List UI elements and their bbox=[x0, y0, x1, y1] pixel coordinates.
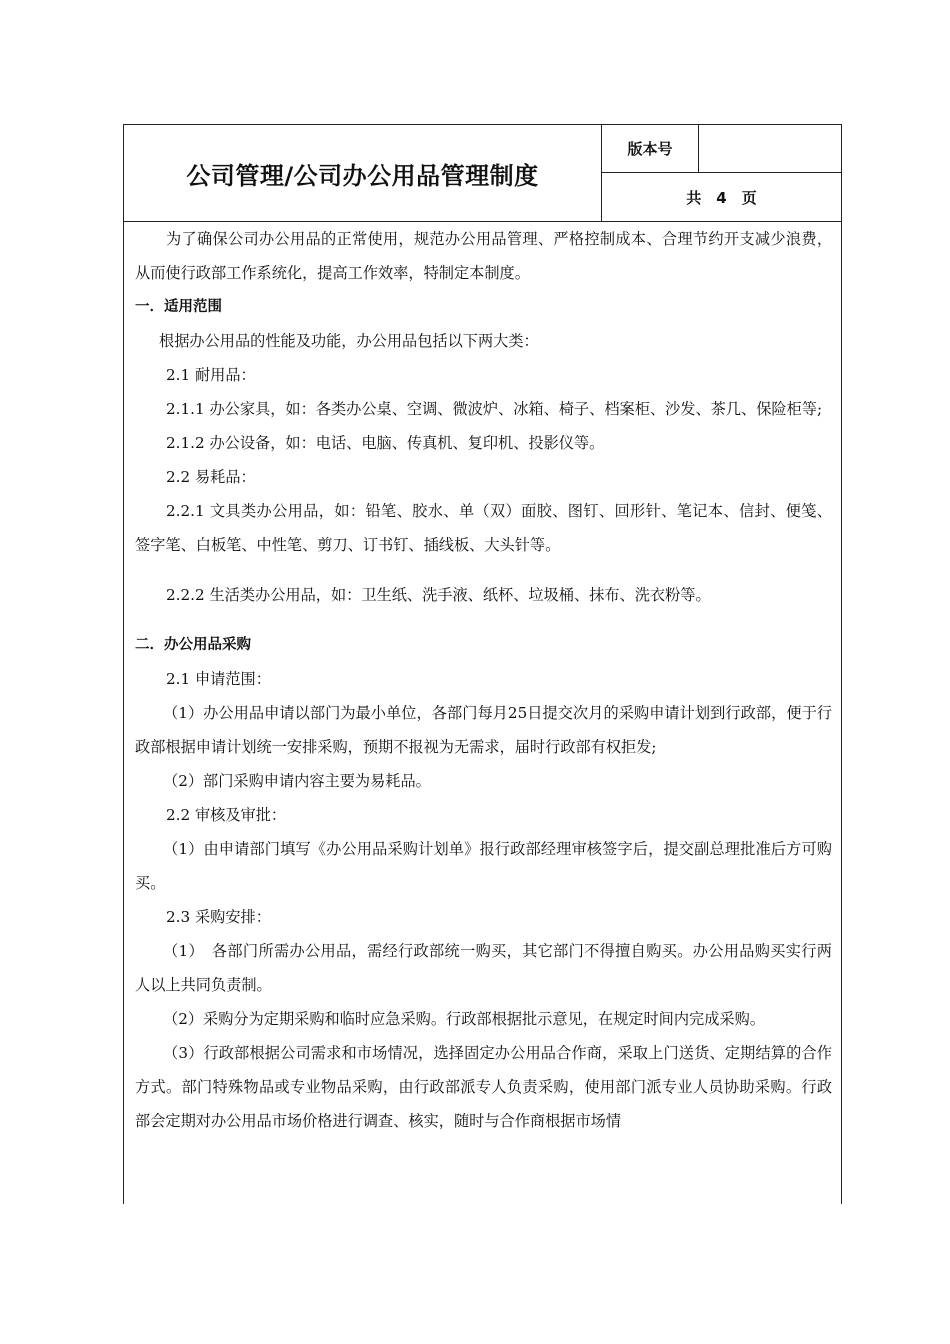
version-value bbox=[699, 125, 841, 172]
version-label: 版本号 bbox=[602, 125, 699, 172]
paragraph: （1）由申请部门填写《办公用品采购计划单》报行政部经理审核签字后，提交副总理批准后方可购买。 bbox=[135, 840, 832, 892]
meta-box bbox=[601, 125, 841, 221]
paragraph: 2.1 耐用品： bbox=[166, 366, 256, 384]
paragraph: （2）采购分为定期采购和临时应急采购。行政部根据批示意见，在规定时间内完成采购。 bbox=[163, 1010, 765, 1028]
section-heading-procurement: 二．办公用品采购 bbox=[135, 637, 251, 653]
document-header bbox=[124, 125, 841, 222]
paragraph: 2.2.1 文具类办公用品，如：铅笔、胶水、单（双）面胶、图钉、回形针、笔记本、信封、便笺、签字笔、白板笔、中性笔、剪刀、订书钉、插线板、大头针等。 bbox=[135, 502, 832, 554]
paragraph: 2.2 审核及审批： bbox=[166, 806, 287, 824]
paragraph: （3）行政部根据公司需求和市场情况，选择固定办公用品合作商，采取上门送货、定期结算的合作方式。部门特殊物品或专业物品采购，由行政部派专人负责采购，使用部门派专业人员协助采购。行政部会定期对办公用品市场价格进行调查、核实，随时与合作商根据市场情 bbox=[135, 1044, 832, 1130]
paragraph: 2.3 采购安排： bbox=[166, 908, 271, 926]
paragraph: 2.1.1 办公家具，如：各类办公桌、空调、微波炉、冰箱、椅子、档案柜、沙发、茶几、保险柜等; bbox=[166, 400, 823, 418]
paragraph: 2.2 易耗品： bbox=[166, 468, 256, 486]
document-title: 公司管理/公司办公用品管理制度 bbox=[186, 161, 539, 190]
paragraph: 根据办公用品的性能及功能，办公用品包括以下两大类： bbox=[159, 332, 539, 350]
paragraph: 2.1.2 办公设备，如：电话、电脑、传真机、复印机、投影仪等。 bbox=[166, 434, 605, 452]
paragraph: （2）部门采购申请内容主要为易耗品。 bbox=[163, 772, 431, 790]
intro-paragraph: 为了确保公司办公用品的正常使用，规范办公用品管理、严格控制成本、合理节约开支减少浪费，从而使行政部工作系统化，提高工作效率，特制定本制度。 bbox=[135, 230, 832, 282]
version-row bbox=[602, 125, 841, 173]
section-heading-scope: 一．适用范围 bbox=[135, 299, 222, 315]
paragraph: 2.2.2 生活类办公用品，如：卫生纸、洗手液、纸杯、垃圾桶、抹布、洗衣粉等。 bbox=[166, 586, 711, 604]
page-count: 共 4 页 bbox=[686, 188, 757, 207]
paragraph: 2.1 申请范围： bbox=[166, 670, 271, 688]
document-frame bbox=[123, 124, 842, 1204]
paragraph: （1）办公用品申请以部门为最小单位，各部门每月25日提交次月的采购申请计划到行政部，便于行政部根据申请计划统一安排采购，预期不报视为无需求，届时行政部有权拒发; bbox=[135, 704, 832, 756]
paragraph: （1） 各部门所需办公用品，需经行政部统一购买，其它部门不得擅自购买。办公用品购买实行两人以上共同负责制。 bbox=[135, 942, 832, 994]
document-body bbox=[135, 222, 832, 1138]
